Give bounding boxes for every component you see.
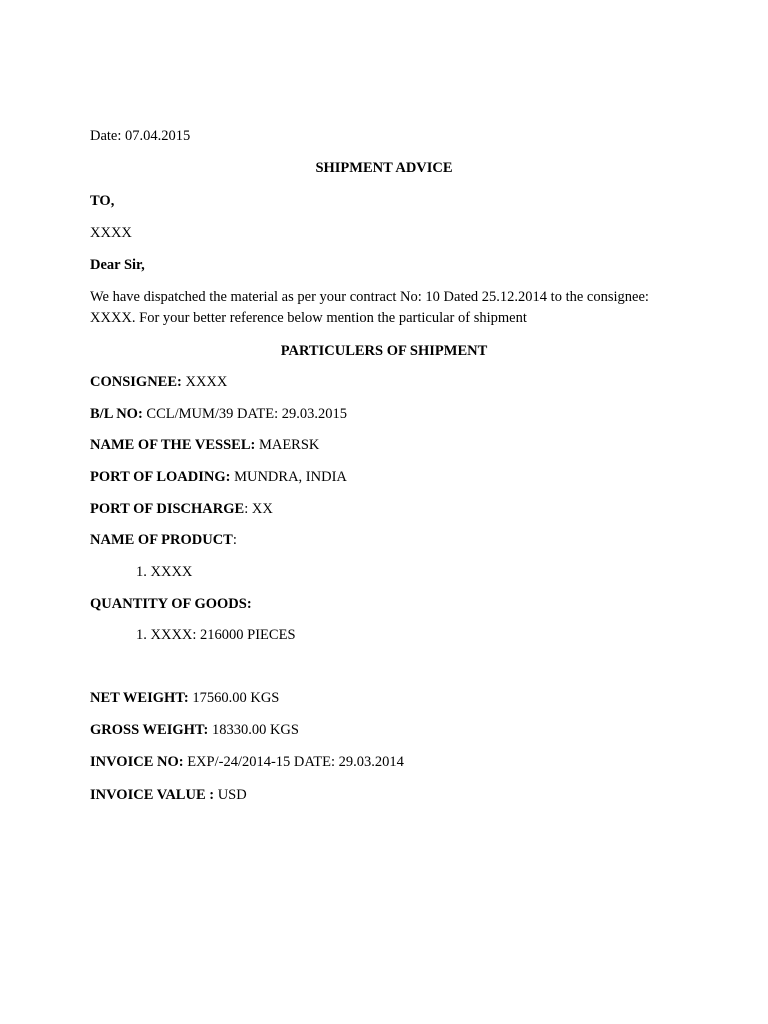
salutation: Dear Sir, xyxy=(90,257,145,273)
quantity-item: 1. XXXX: 216000 PIECES xyxy=(136,627,296,643)
net-weight-value: 17560.00 KGS xyxy=(188,690,280,706)
pol-label: PORT OF LOADING: xyxy=(90,469,231,485)
vessel-label: NAME OF THE VESSEL: xyxy=(90,437,256,453)
bl-row xyxy=(90,405,347,423)
net-weight-row xyxy=(90,689,279,707)
invoice-value-row xyxy=(90,786,247,804)
port-of-loading-row xyxy=(90,468,347,486)
consignee-row xyxy=(90,373,227,391)
pod-value: : XX xyxy=(244,501,273,517)
invoice-value-label: INVOICE VALUE : xyxy=(90,787,215,803)
quantity-label: QUANTITY OF GOODS: xyxy=(90,596,252,612)
body-line-2: XXXX. For your better reference below mention the particular of shipment xyxy=(90,310,527,326)
gross-weight-label: GROSS WEIGHT: xyxy=(90,722,209,738)
invoice-no-row xyxy=(90,753,404,771)
consignee-label: CONSIGNEE: xyxy=(90,374,182,390)
vessel-row xyxy=(90,436,319,454)
body-line-1: We have dispatched the material as per your contract No: 10 Dated 25.12.2014 to the consignee: xyxy=(90,289,649,305)
invoice-value-value: USD xyxy=(214,787,247,803)
pod-label: PORT OF DISCHARGE xyxy=(90,501,245,517)
product-item: 1. XXXX xyxy=(136,564,193,580)
vessel-value: MAERSK xyxy=(255,437,320,453)
gross-weight-row xyxy=(90,721,299,739)
port-of-discharge-row xyxy=(90,500,273,518)
document-title: SHIPMENT ADVICE xyxy=(315,160,453,176)
letter-date: Date: 07.04.2015 xyxy=(90,128,191,144)
net-weight-label: NET WEIGHT: xyxy=(90,690,189,706)
consignee-value: XXXX xyxy=(181,374,228,390)
recipient: XXXX xyxy=(90,225,132,241)
invoice-no-label: INVOICE NO: xyxy=(90,754,184,770)
section-title: PARTICULERS OF SHIPMENT xyxy=(280,343,488,359)
product-colon: : xyxy=(232,532,237,548)
bl-label: B/L NO: xyxy=(90,406,143,422)
product-label: NAME OF PRODUCT xyxy=(90,532,233,548)
gross-weight-value: 18330.00 KGS xyxy=(208,722,299,738)
pol-value: MUNDRA, INDIA xyxy=(230,469,347,485)
product-row xyxy=(90,531,237,549)
bl-value: CCL/MUM/39 DATE: 29.03.2015 xyxy=(142,406,347,422)
invoice-no-value: EXP/-24/2014-15 DATE: 29.03.2014 xyxy=(183,754,404,770)
to-label: TO, xyxy=(90,193,115,209)
